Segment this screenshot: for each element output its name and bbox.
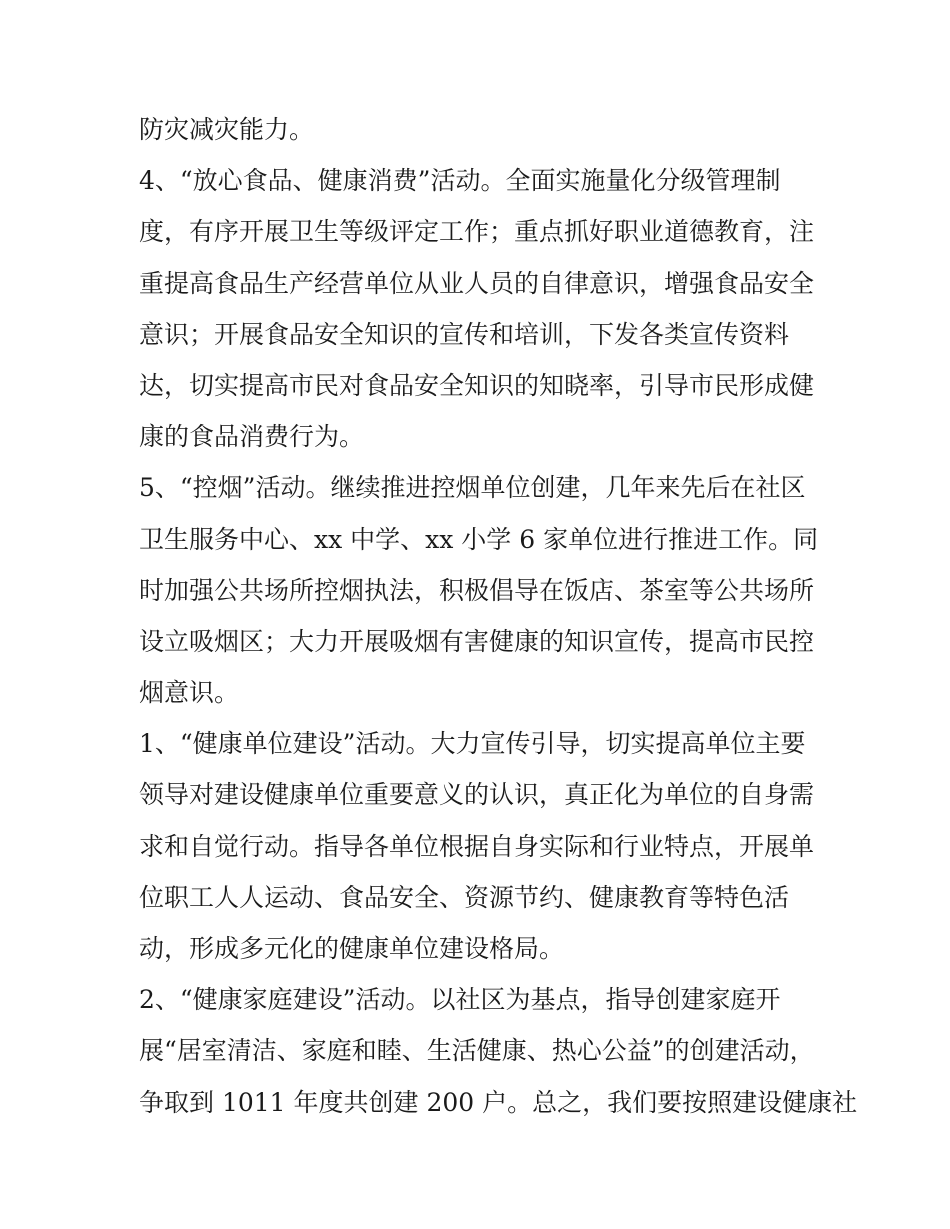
text-line: 烟意识。: [139, 678, 240, 708]
body-text: [139, 104, 858, 1128]
text-line: 争取到 1011 年度共创建 200 户。总之，我们要按照建设健康社: [139, 1087, 858, 1117]
text-line: 达，切实提高市民对食品安全知识的知晓率，引导市民形成健: [139, 370, 815, 400]
text-line: 康的食品消费行为。: [139, 422, 365, 452]
text-line: 4、“放心食品、健康消费”活动。全面实施量化分级管理制: [139, 166, 781, 196]
text-line: 防灾减灾能力。: [139, 115, 315, 144]
text-line: 设立吸烟区；大力开展吸烟有害健康的知识宣传，提高市民控: [139, 626, 815, 656]
text-line: 求和自觉行动。指导各单位根据自身实际和行业特点，开展单: [139, 831, 815, 861]
text-line: 展“居室清洁、家庭和睦、生活健康、热心公益”的创建活动，: [139, 1036, 815, 1066]
text-line: 位职工人人运动、食品安全、资源节约、健康教育等特色活: [139, 882, 790, 912]
text-line: 1、“健康单位建设”活动。大力宣传引导，切实提高单位主要: [139, 729, 806, 759]
text-line: 重提高食品生产经营单位从业人员的自律意识，增强食品安全: [139, 268, 815, 298]
text-line: 意识；开展食品安全知识的宣传和培训，下发各类宣传资料: [139, 319, 790, 349]
text-line: 2、“健康家庭建设”活动。以社区为基点，指导创建家庭开: [139, 985, 781, 1015]
text-line: 时加强公共场所控烟执法，积极倡导在饭店、茶室等公共场所: [139, 575, 815, 605]
text-line: 领导对建设健康单位重要意义的认识，真正化为单位的自身需: [139, 780, 815, 810]
text-line: 动，形成多元化的健康单位建设格局。: [139, 934, 565, 963]
text-line: 度，有序开展卫生等级评定工作；重点抓好职业道德教育，注: [139, 217, 815, 247]
text-line: 5、“控烟”活动。继续推进控烟单位创建，几年来先后在社区: [139, 473, 806, 503]
text-line: 卫生服务中心、xx 中学、xx 小学 6 家单位进行推进工作。同: [139, 524, 819, 554]
